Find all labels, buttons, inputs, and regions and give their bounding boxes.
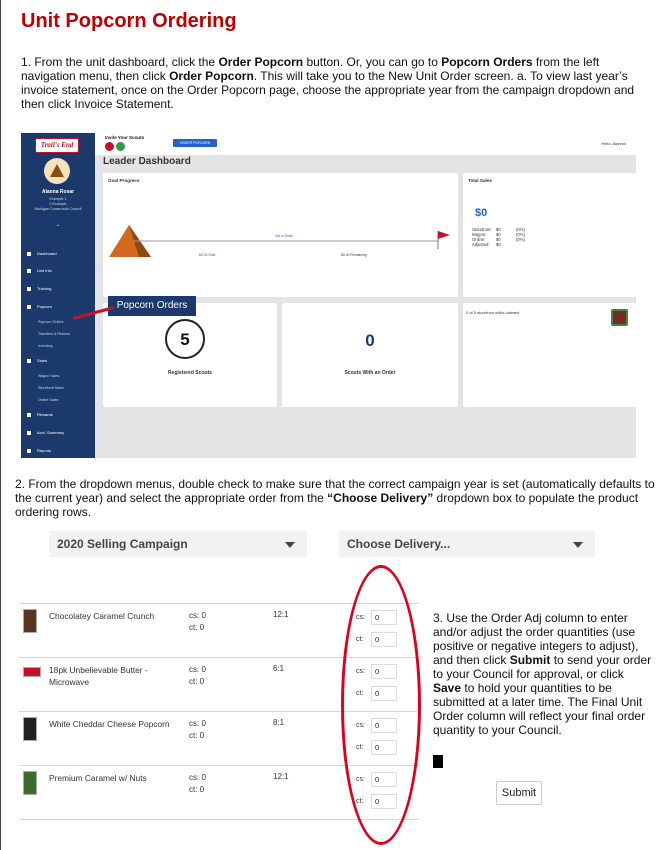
summary-icon [27, 431, 31, 435]
email-icon[interactable] [105, 142, 114, 151]
product-cs: cs: 0 [189, 719, 206, 728]
sales-row-pct: (0%) [516, 237, 525, 242]
text-cursor-block [433, 755, 443, 768]
product-cs: cs: 0 [189, 611, 206, 620]
scouts-with-order-value: 0 [365, 331, 375, 350]
product-qty [189, 718, 206, 742]
sales-row [472, 242, 525, 247]
product-ct: ct: 0 [189, 785, 205, 794]
sidebar-item-acct-summary[interactable] [27, 430, 64, 435]
sidebar-item-label: Sales [37, 358, 48, 363]
sales-row-label: Storefront: [472, 227, 492, 232]
adj-ct-label: ct: [356, 798, 364, 805]
sales-row-value: $0 [496, 237, 501, 242]
order-adj-ct-input[interactable]: 0 [371, 686, 397, 701]
storefront-shifts-card [463, 303, 636, 407]
step3-text-a: 3. Use the Order Adj column to enter and/or adjust the order quantities (use positive or negative integers to adjust), and then click [433, 611, 639, 667]
step1-text-b: button. Or, you can go to [303, 55, 442, 69]
step-1-text [21, 55, 651, 111]
adj-ct-label: ct: [356, 690, 364, 697]
step1-text-a: 1. From the unit dashboard, click the [21, 55, 219, 69]
campaign-select-value: 2020 Selling Campaign [57, 537, 188, 551]
dashboard-sidebar [21, 133, 95, 458]
order-adj-highlight-oval [341, 565, 421, 845]
trails-end-logo: Trail's End [35, 138, 79, 153]
step1-text-c: from the left navigation menu, then click [21, 55, 600, 83]
training-icon [27, 287, 31, 291]
sales-row-label: Wagon: [472, 232, 487, 237]
order-adj-ct-input[interactable]: 0 [371, 740, 397, 755]
product-qty [189, 772, 206, 796]
page-title: Unit Popcorn Ordering [21, 10, 237, 32]
order-adj-cs-input[interactable]: 0 [371, 664, 397, 679]
order-adj-ct-input[interactable]: 0 [371, 794, 397, 809]
sidebar-user-sub: 0 Example [49, 202, 67, 206]
registered-scouts-card [103, 303, 277, 407]
popcorn-icon [27, 305, 31, 309]
product-image [23, 667, 41, 677]
info-icon [27, 269, 31, 273]
step3-bold-submit: Submit [509, 653, 551, 667]
order-adj-cs-input[interactable]: 0 [371, 610, 397, 625]
product-ratio: 12:1 [273, 610, 289, 619]
sidebar-item-label: Training [37, 286, 52, 291]
sidebar-item-reports[interactable] [27, 448, 51, 453]
home-icon [27, 252, 31, 256]
sidebar-item-label: Unit Info [37, 268, 52, 273]
product-image [23, 717, 37, 741]
sales-row-value: $0 [496, 227, 501, 232]
goal-progress-card [103, 173, 458, 297]
goal-progress-title: Goal Progress [108, 178, 140, 183]
goal-remaining: $0.00 Remaining [341, 253, 367, 257]
product-name: Chocolatey Caramel Crunch [49, 611, 155, 621]
sidebar-user-sub: Michigan Crossroads Council [34, 207, 82, 211]
sidebar-item-dashboard[interactable] [27, 251, 57, 256]
product-image [23, 771, 37, 795]
step2-bold-choose-delivery: “Choose Delivery” [327, 491, 434, 505]
step1-text-d: . This will take you to the New Unit Order screen. a. To view last year’s invoice statement, once on the Order Popcorn page, choose the appropriate year from the campaign dropdown and then click Invoice Statement. [21, 69, 635, 111]
popcorn-orders-callout: Popcorn Orders [108, 296, 196, 316]
step1-bold-order-popcorn-2: Order Popcorn [169, 69, 254, 83]
chevron-down-icon[interactable]: ⌄ [55, 222, 61, 228]
delivery-select[interactable] [339, 531, 595, 557]
order-popcorn-button[interactable]: ORDER POPCORN [173, 139, 217, 147]
adj-cs-label: cs: [356, 668, 365, 675]
reports-icon [27, 449, 31, 453]
total-sales-value: $0 [475, 207, 488, 219]
adj-cs-label: cs: [356, 722, 365, 729]
chevron-down-icon [573, 542, 583, 548]
sidebar-item-popcorn[interactable] [27, 304, 52, 309]
adj-ct-label: ct: [356, 744, 364, 751]
product-name: White Cheddar Cheese Popcorn [49, 719, 170, 729]
sidebar-item-rewards[interactable] [27, 412, 53, 417]
sidebar-item-popcorn-orders[interactable]: Popcorn Orders [38, 320, 64, 324]
share-icon[interactable] [116, 142, 125, 151]
product-ct: ct: 0 [189, 677, 205, 686]
scouts-with-order-card [282, 303, 458, 407]
step-3-text [433, 611, 655, 737]
product-ratio: 12:1 [273, 772, 289, 781]
product-cs: cs: 0 [189, 773, 206, 782]
sidebar-item-wagon-sales[interactable]: Wagon Sales [38, 374, 60, 378]
flag-icon [438, 231, 450, 239]
dollar-icon [27, 359, 31, 363]
product-ratio: 8:1 [273, 718, 285, 727]
step-2-text [15, 477, 655, 519]
total-sales-title: Total Sales [468, 178, 492, 183]
trophy-icon [27, 413, 31, 417]
sales-row-pct: (0%) [516, 232, 525, 237]
product-ct: ct: 0 [189, 731, 205, 740]
storefront-shifts-text: 0 of 0 storefront shifts claimed [466, 310, 520, 315]
product-ct: ct: 0 [189, 623, 205, 632]
avatar [44, 158, 70, 184]
product-ratio: 6:1 [273, 664, 285, 673]
registered-scouts-label: Registered Scouts [168, 370, 212, 376]
sidebar-item-label: Popcorn [37, 304, 52, 309]
registered-scouts-value: 5 [165, 319, 205, 359]
total-sales-card [463, 173, 636, 297]
dashboard-topbar [95, 133, 636, 155]
sidebar-item-label: Rewards [37, 412, 53, 417]
adj-ct-label: ct: [356, 636, 364, 643]
sidebar-item-storefront-sales[interactable]: Storefront Sales [38, 386, 64, 390]
sidebar-user-sub: Example 1 [49, 197, 67, 201]
campaign-select[interactable] [49, 531, 307, 557]
product-image [23, 609, 37, 633]
sales-row-label: Online: [472, 237, 486, 242]
sales-row-pct: (0%) [516, 227, 525, 232]
set-goal-link[interactable]: Set a Goal! [275, 234, 293, 238]
scouts-with-order-label: Scouts With an Order [344, 370, 396, 376]
sales-breakdown [472, 227, 525, 247]
sidebar-item-label: Acct. Summary [37, 430, 65, 435]
sidebar-item-unit-info[interactable] [27, 268, 52, 273]
sidebar-item-training[interactable] [27, 286, 51, 291]
sidebar-item-label: Reports [37, 448, 52, 453]
step3-text-b: to send your order to your Council for approval, or click [433, 653, 652, 681]
sidebar-item-inventory[interactable]: Inventory [38, 344, 53, 348]
submit-button[interactable]: Submit [496, 781, 542, 805]
step1-bold-order-popcorn: Order Popcorn [218, 55, 304, 69]
adj-cs-label: cs: [356, 614, 365, 621]
sidebar-item-label: Dashboard [37, 251, 57, 256]
invite-scouts-label: Invite Your Scouts [105, 135, 145, 140]
product-name: Premium Caramel w/ Nuts [49, 773, 147, 783]
adj-cs-label: cs: [356, 776, 365, 783]
step3-text-c: to hold your quantities to be submitted at a later time. The Final Unit Order column will reflect your final order quantity to your Council. [433, 681, 646, 737]
dashboard-screenshot [21, 133, 636, 458]
delivery-select-value: Choose Delivery... [347, 537, 451, 551]
sidebar-item-online-sales[interactable]: Online Sales [38, 398, 59, 402]
step2-text-b: dropdown box to populate the product ordering rows. [15, 491, 639, 519]
chevron-down-icon [285, 542, 295, 548]
storefront-icon [611, 309, 628, 326]
order-adj-ct-input[interactable]: 0 [371, 632, 397, 647]
sidebar-item-transfers[interactable]: Transfers & Returns [38, 332, 71, 336]
product-qty [189, 664, 206, 688]
product-cs: cs: 0 [189, 665, 206, 674]
goal-sold: $0.00 Sold [199, 253, 216, 257]
sales-row-value: $0 [496, 232, 501, 237]
order-adj-cs-input[interactable]: 0 [371, 718, 397, 733]
sales-row-value: $0 [496, 242, 501, 247]
sales-row-label: Adjusted: [472, 242, 490, 247]
order-adj-cs-input[interactable]: 0 [371, 772, 397, 787]
step3-bold-save: Save [433, 681, 462, 695]
dashboard-heading: Leader Dashboard [103, 156, 191, 167]
product-name: 18pk Unbelievable Butter - Microwave [49, 665, 148, 687]
step1-bold-popcorn-orders: Popcorn Orders [441, 55, 533, 69]
product-qty [189, 610, 206, 634]
sidebar-item-sales[interactable] [27, 358, 47, 363]
greeting: Hello, Alanna! [601, 141, 626, 146]
step2-text-a: 2. From the dropdown menus, double check to make sure that the correct campaign year is set (automatically defaults to the current year) and select the appropriate order from the [15, 477, 655, 505]
sidebar-user-name: Alanna Rosar [41, 189, 75, 195]
